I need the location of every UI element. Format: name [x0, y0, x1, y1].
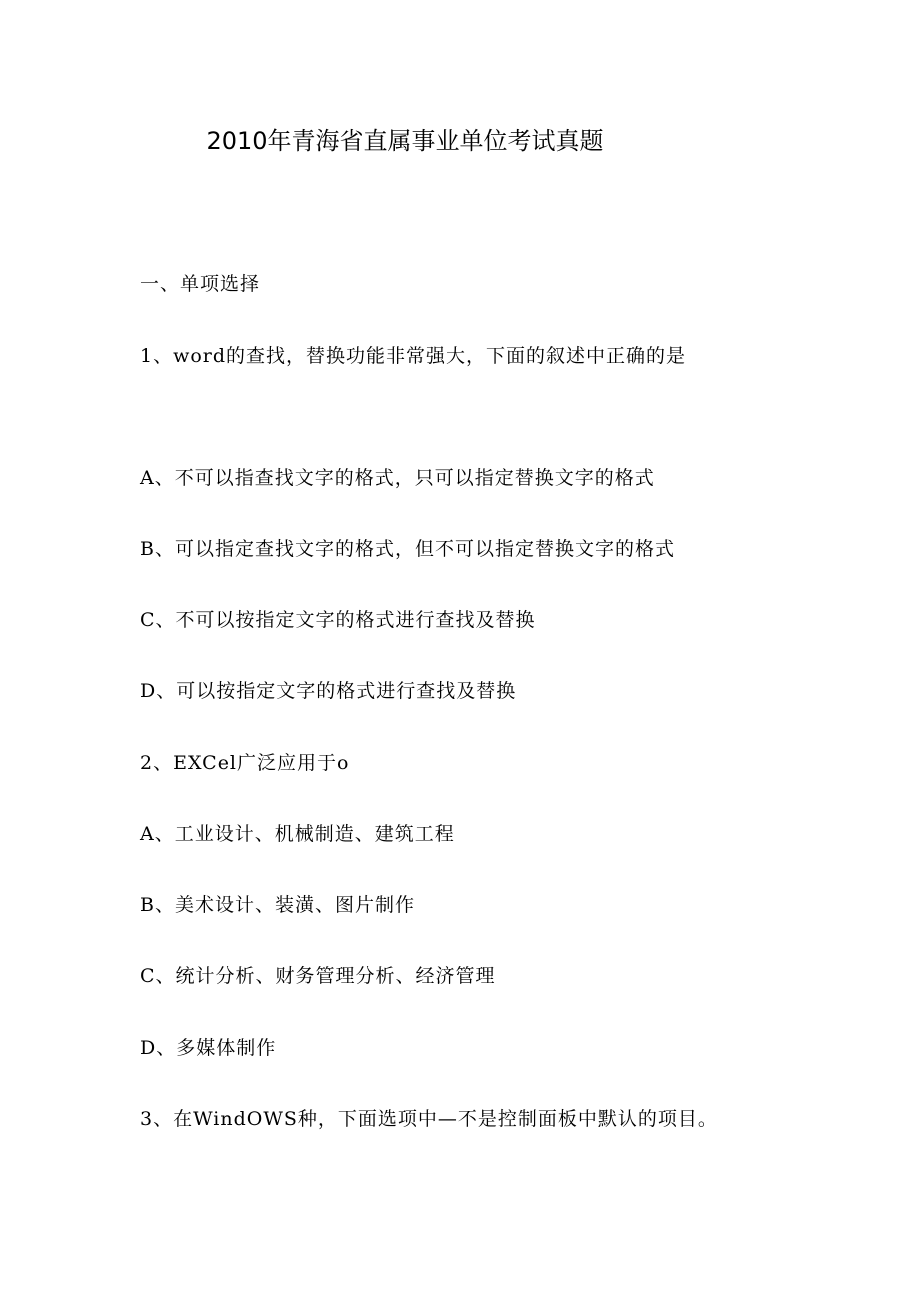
question-1-stem: 1、word的查找，替换功能非常强大，下面的叙述中正确的是 — [140, 345, 687, 367]
question-2-stem: 2、EXCel广泛应用于o — [140, 752, 350, 774]
question-2-option-a: A、工业设计、机械制造、建筑工程 — [140, 823, 455, 845]
question-1-option-b: B、可以指定查找文字的格式，但不可以指定替换文字的格式 — [140, 538, 675, 560]
question-2-option-b: B、美术设计、装潢、图片制作 — [140, 894, 415, 916]
question-3-stem: 3、在WindOWS种，下面选项中—不是控制面板中默认的项目。 — [140, 1108, 718, 1130]
question-2-option-c: C、统计分析、财务管理分析、经济管理 — [140, 965, 496, 987]
question-1-option-c: C、不可以按指定文字的格式进行查找及替换 — [140, 609, 536, 631]
document-title: 2010年青海省直属事业单位考试真题 — [206, 127, 604, 155]
section-heading: 一、单项选择 — [140, 273, 261, 295]
question-1-option-a: A、不可以指查找文字的格式，只可以指定替换文字的格式 — [140, 467, 655, 489]
question-2-option-d: D、多媒体制作 — [140, 1037, 277, 1059]
question-1-option-d: D、可以按指定文字的格式进行查找及替换 — [140, 680, 517, 702]
